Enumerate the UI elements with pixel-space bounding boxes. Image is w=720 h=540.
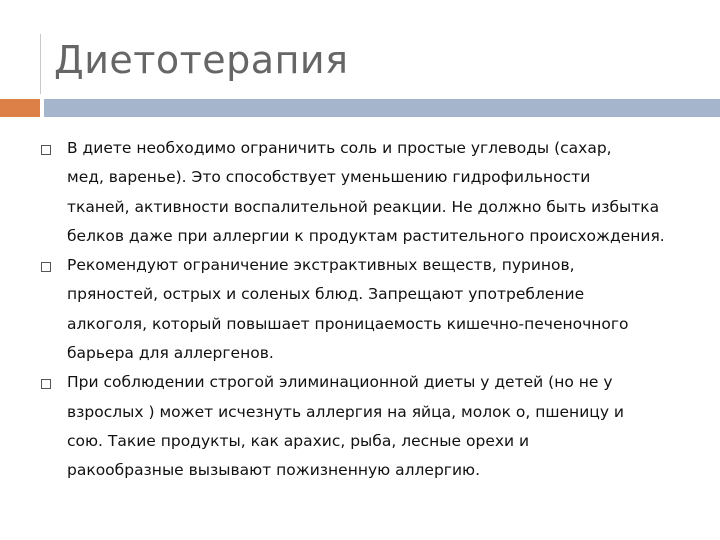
square-bullet-icon [41, 145, 51, 155]
square-bullet-icon [41, 379, 51, 389]
title-divider-line [40, 34, 41, 94]
bullet-item [40, 368, 696, 485]
accent-bar-blue [44, 99, 720, 117]
bullet-list [40, 134, 696, 486]
bullet-item [40, 134, 696, 251]
slide-title: Диетотерапия [54, 38, 349, 82]
bullet-item [40, 251, 696, 368]
bullet-text: Рекомендуют ограничение экстрактивных веществ, пуринов, пряностей, острых и соленых блюд. Запрещают употребление алкоголя, который повышает проницаемость кишечно-печеночного барьера для аллергенов. [67, 256, 629, 363]
bullet-text: В диете необходимо ограничить соль и простые углеводы (сахар, мед, варенье). Это способствует уменьшению гидрофильности тканей, активности воспалительной реакции. Не должно быть избытка белков даже при аллергии к продуктам растительного происхождения. [67, 139, 665, 245]
accent-bar-orange [0, 99, 40, 117]
square-bullet-icon [41, 262, 51, 272]
bullet-text: При соблюдении строгой элиминационной диеты у детей (но не у взрослых ) может исчезнуть аллергия на яйца, молок о, пшеницу и сою. Такие продукты, как арахис, рыба, лесные орехи и ракообразные вызывают пожизненную аллергию. [67, 373, 624, 480]
